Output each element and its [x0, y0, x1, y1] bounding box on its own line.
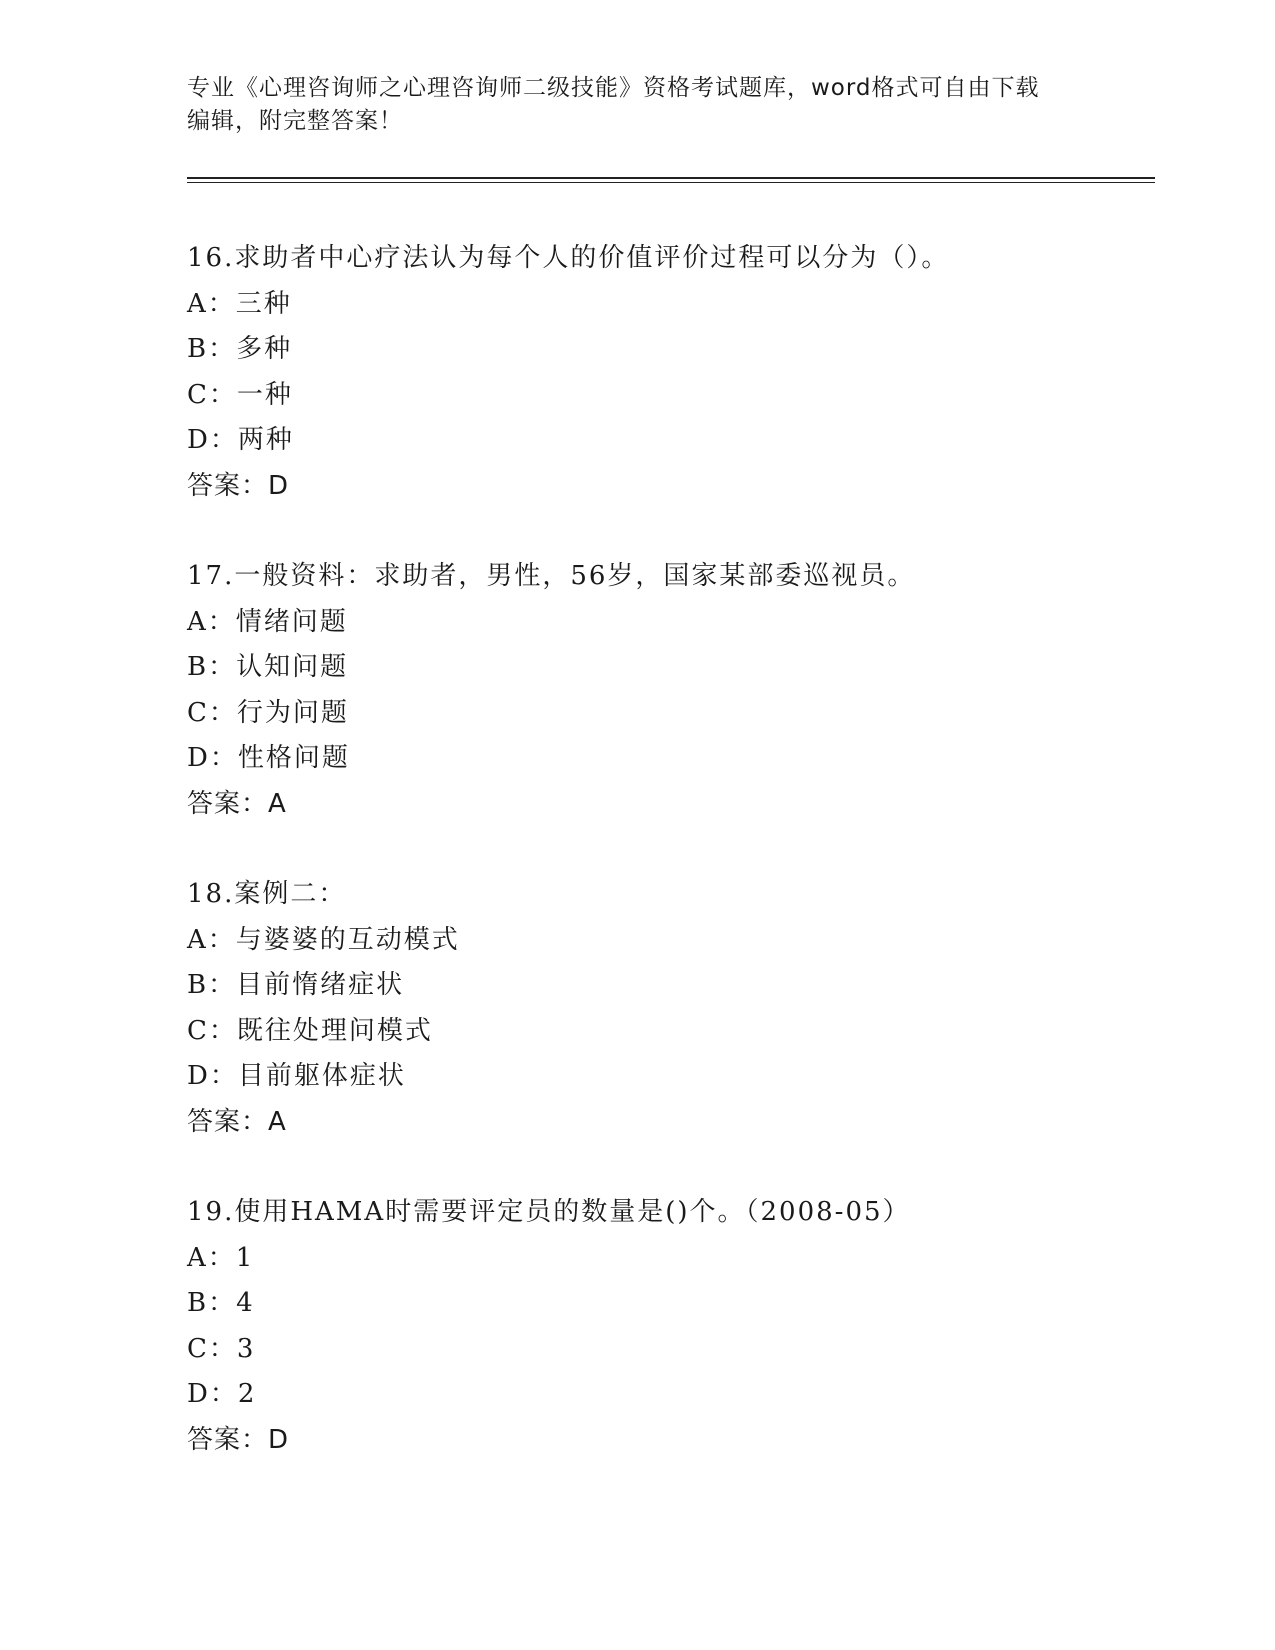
- header-line-1: 专业《心理咨询师之心理咨询师二级技能》资格考试题库，word格式可自由下载: [187, 75, 1040, 101]
- option-b: B：目前惰绪症状: [187, 970, 405, 1000]
- header-line-2: 编辑，附完整答案！: [187, 108, 403, 134]
- option-d: D：目前躯体症状: [187, 1061, 406, 1091]
- option-b: B：多种: [187, 334, 293, 364]
- answer: 答案：A: [187, 1106, 287, 1137]
- option-a: A：1: [187, 1242, 255, 1273]
- question-stem: 16.求助者中心疗法认为每个人的价值评价过程可以分为（）。: [187, 243, 950, 273]
- question-list: [187, 236, 1147, 1508]
- answer: 答案：A: [187, 788, 287, 819]
- header-divider-thin: [187, 182, 1155, 183]
- option-a: A：与婆婆的互动模式: [187, 924, 460, 955]
- question-stem: 19.使用HAMA时需要评定员的数量是()个。（2008-05）: [187, 1197, 911, 1227]
- document-header: [187, 72, 1067, 138]
- option-d: D：性格问题: [187, 743, 350, 773]
- answer: 答案：D: [187, 1424, 290, 1455]
- question-19: [187, 1190, 1147, 1508]
- question-16: [187, 236, 1147, 554]
- option-a: A：情绪问题: [187, 606, 348, 637]
- option-c: C：既往处理问模式: [187, 1015, 433, 1046]
- answer: 答案：D: [187, 470, 290, 501]
- option-c: C：一种: [187, 379, 293, 410]
- question-17: [187, 554, 1147, 872]
- option-d: D：两种: [187, 425, 294, 455]
- option-d: D：2: [187, 1379, 257, 1409]
- question-18: [187, 872, 1147, 1190]
- header-divider-thick: [187, 177, 1155, 179]
- option-a: A：三种: [187, 288, 292, 319]
- question-stem: 18.案例二：: [187, 879, 347, 909]
- option-c: C：行为问题: [187, 697, 349, 728]
- option-b: B：4: [187, 1288, 255, 1318]
- option-b: B：认知问题: [187, 652, 349, 682]
- question-stem: 17.一般资料：求助者，男性，56岁，国家某部委巡视员。: [187, 561, 916, 591]
- option-c: C：3: [187, 1333, 256, 1364]
